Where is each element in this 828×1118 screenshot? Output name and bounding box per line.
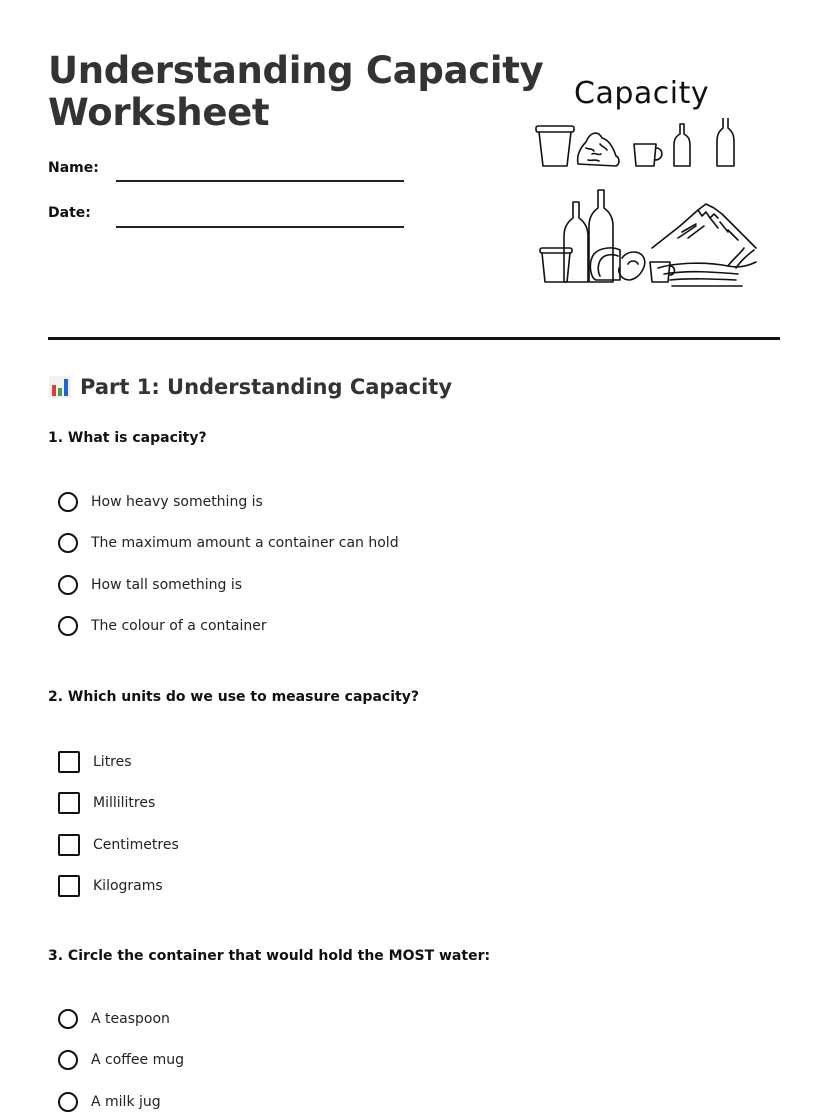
option-label: Kilograms [93,878,163,894]
radio-button[interactable] [58,533,78,553]
date-field[interactable] [116,226,404,228]
cup-icon [540,248,572,282]
radio-button[interactable] [58,616,78,636]
q2-option-4[interactable] [58,875,163,897]
question-1: 1. What is capacity? [48,430,207,446]
mountain-icon [652,204,756,286]
illustration-title: Capacity [574,76,710,111]
q3-option-2[interactable] [58,1050,184,1070]
option-label: A teaspoon [91,1011,170,1027]
question-2: 2. Which units do we use to measure capacity? [48,689,419,705]
option-label: Litres [93,754,132,770]
q1-option-4[interactable] [58,616,267,636]
name-label: Name: [48,160,99,176]
radio-button[interactable] [58,575,78,595]
q1-option-2[interactable] [58,533,399,553]
option-label: How tall something is [91,577,243,593]
q2-option-2[interactable] [58,792,155,814]
checkbox[interactable] [58,792,80,814]
worksheet-title [48,50,544,134]
option-label: The maximum amount a container can hold [91,535,399,551]
checkbox[interactable] [58,875,80,897]
option-label: A milk jug [91,1094,161,1110]
title-line-2: Worksheet [48,91,270,134]
q2-option-1[interactable] [58,751,132,773]
checkbox[interactable] [58,751,80,773]
radio-button[interactable] [58,492,78,512]
small-bottle-icon [674,124,690,166]
bucket-icon [536,126,574,166]
option-label: How heavy something is [91,494,263,510]
containers-illustration [530,118,770,290]
option-label: Centimetres [93,837,179,853]
checkbox[interactable] [58,834,80,856]
part-1-heading [48,375,452,399]
section-divider [48,337,780,340]
tall-bottle-icon [717,118,734,166]
wine-bottle-icon-2 [589,190,613,282]
option-label: The colour of a container [91,618,267,634]
pitcher-icon [590,248,620,280]
radio-button[interactable] [58,1050,78,1070]
title-line-1: Understanding Capacity [48,49,544,92]
radio-button[interactable] [58,1009,78,1029]
option-label: A coffee mug [91,1052,185,1068]
part-1-title: Part 1: Understanding Capacity [80,375,453,399]
name-field[interactable] [116,180,404,182]
q1-option-1[interactable] [58,492,263,512]
q2-option-3[interactable] [58,834,179,856]
q3-option-3[interactable] [58,1092,161,1112]
bowl-icon [619,252,645,280]
mug-icon [634,144,662,166]
rock-pile-icon [578,133,619,166]
q1-option-3[interactable] [58,575,242,595]
radio-button[interactable] [58,1092,78,1112]
q3-option-1[interactable] [58,1009,170,1029]
bar-chart-icon [48,375,72,399]
question-3: 3. Circle the container that would hold the MOST water: [48,948,491,964]
date-label: Date: [48,205,91,221]
option-label: Millilitres [93,795,156,811]
